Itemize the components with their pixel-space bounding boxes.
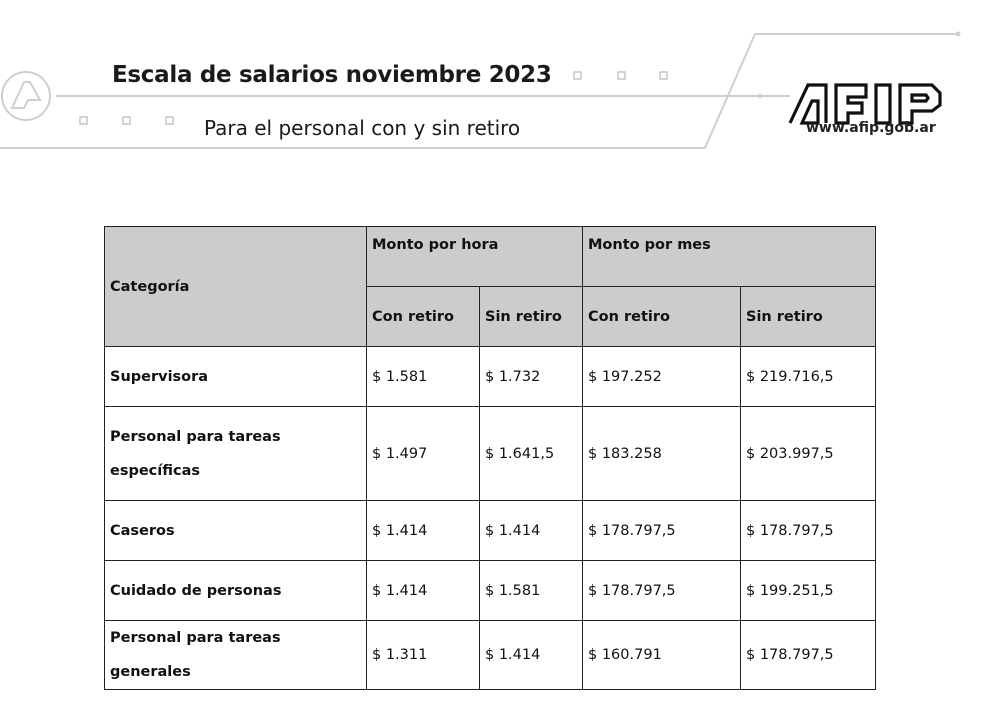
category-cell: Caseros [105,501,367,561]
table-row [105,347,876,407]
salary-table [104,226,876,690]
mes-sin-cell: $ 219.716,5 [741,347,876,407]
afip-emblem-icon [0,70,60,130]
hora-con-cell: $ 1.414 [367,561,480,621]
table-header-row [105,227,876,287]
hora-con-cell: $ 1.414 [367,501,480,561]
mes-con-cell: $ 197.252 [583,347,741,407]
mes-con-cell: $ 178.797,5 [583,561,741,621]
mes-sin-cell: $ 203.997,5 [741,407,876,501]
group-header-hora: Monto por hora [367,227,583,287]
category-cell: Cuidado de personas [105,561,367,621]
page-title: Escala de salarios noviembre 2023 [112,62,552,88]
mes-con-cell: $ 160.791 [583,621,741,690]
hora-sin-cell: $ 1.641,5 [480,407,583,501]
subheader-mes-sin: Sin retiro [741,287,876,347]
subheader-mes-con: Con retiro [583,287,741,347]
category-cell: Personal para tareas generales [105,621,367,690]
subheader-hora-sin: Sin retiro [480,287,583,347]
mes-con-cell: $ 183.258 [583,407,741,501]
hora-sin-cell: $ 1.414 [480,621,583,690]
table-row [105,561,876,621]
hora-sin-cell: $ 1.581 [480,561,583,621]
table-row [105,407,876,501]
category-cell: Personal para tareas específicas [105,407,367,501]
table-row [105,501,876,561]
page-subtitle: Para el personal con y sin retiro [204,116,521,140]
hora-con-cell: $ 1.497 [367,407,480,501]
category-cell: Supervisora [105,347,367,407]
mes-con-cell: $ 178.797,5 [583,501,741,561]
subheader-hora-con: Con retiro [367,287,480,347]
group-header-mes: Monto por mes [583,227,876,287]
hora-con-cell: $ 1.311 [367,621,480,690]
category-header: Categoría [105,227,367,347]
hora-sin-cell: $ 1.414 [480,501,583,561]
hora-sin-cell: $ 1.732 [480,347,583,407]
website-label: www.afip.gob.ar [806,120,936,136]
hora-con-cell: $ 1.581 [367,347,480,407]
mes-sin-cell: $ 199.251,5 [741,561,876,621]
table-row [105,621,876,690]
mes-sin-cell: $ 178.797,5 [741,501,876,561]
mes-sin-cell: $ 178.797,5 [741,621,876,690]
